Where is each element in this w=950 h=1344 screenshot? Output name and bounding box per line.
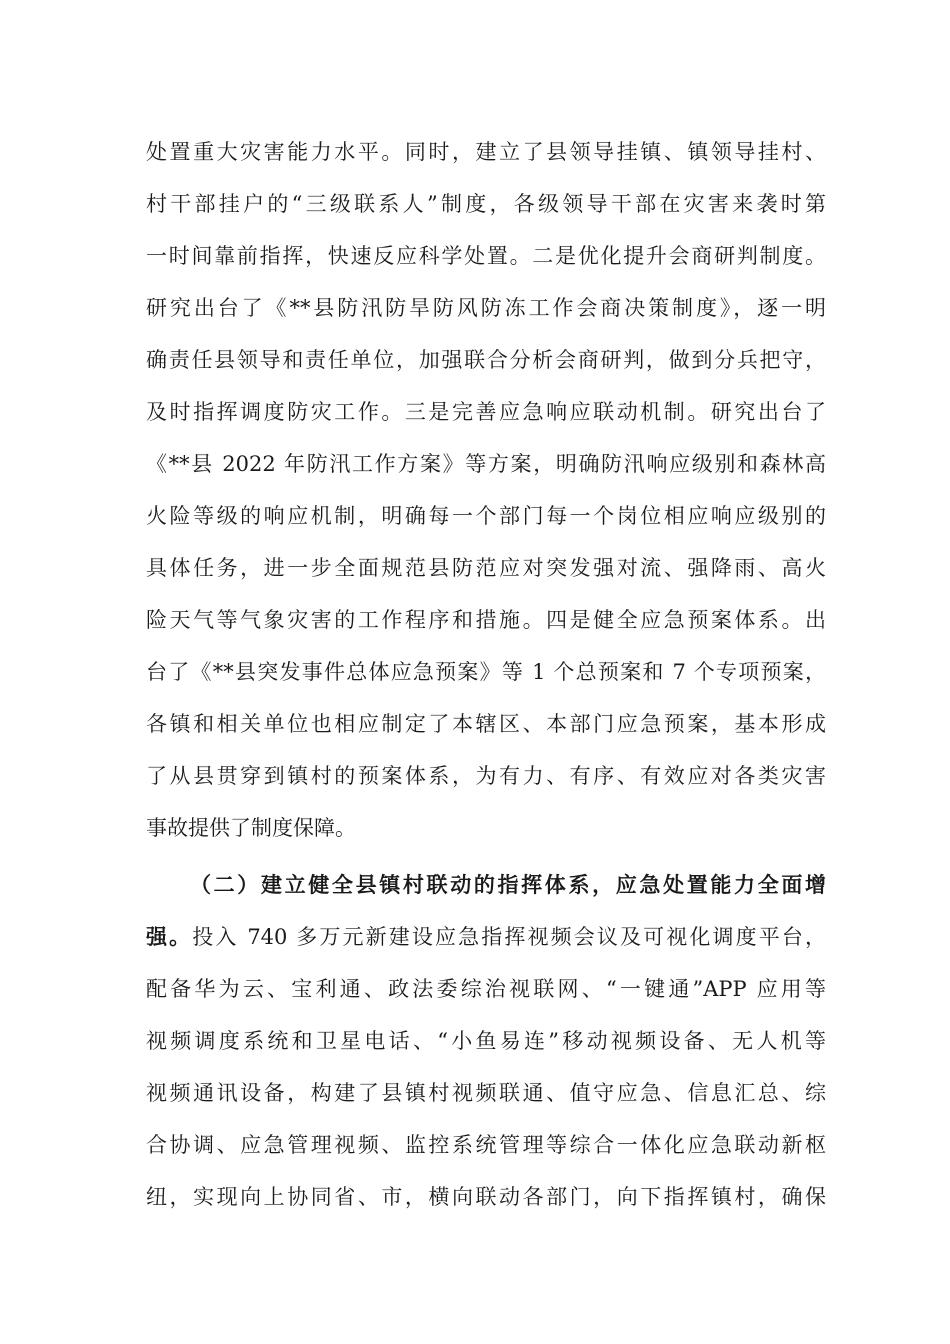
paragraph-1-line-7: 《**县 2022 年防汛工作方案》等方案，明确防汛响应级别和森林高 bbox=[146, 452, 826, 476]
paragraph-2-line-2: 配备华为云、宝利通、政法委综治视联网、“一键通”APP 应用等 bbox=[146, 977, 826, 1001]
paragraph-2-line-4: 视频通讯设备，构建了县镇村视频联通、值守应急、信息汇总、综 bbox=[146, 1081, 826, 1105]
paragraph-1-line-8: 火险等级的响应机制，明确每一个部门每一个岗位相应响应级别的 bbox=[146, 504, 826, 528]
paragraph-1-line-10: 险天气等气象灾害的工作程序和措施。四是健全应急预案体系。出 bbox=[146, 608, 826, 632]
paragraph-2-line-1 bbox=[146, 922, 826, 952]
paragraph-1-line-2: 村干部挂户的“三级联系人”制度，各级领导干部在灾害来袭时第 bbox=[146, 192, 826, 216]
section-heading-tail: 强。 bbox=[146, 924, 193, 949]
paragraph-2-line-6: 纽，实现向上协同省、市，横向联动各部门，向下指挥镇村，确保 bbox=[146, 1185, 826, 1209]
paragraph-1-line-3: 一时间靠前指挥，快速反应科学处置。二是优化提升会商研判制度。 bbox=[146, 244, 826, 268]
paragraph-1-line-13: 了从县贯穿到镇村的预案体系，为有力、有序、有效应对各类灾害 bbox=[146, 764, 826, 788]
paragraph-1-line-11: 台了《**县突发事件总体应急预案》等 1 个总预案和 7 个专项预案， bbox=[146, 660, 826, 684]
paragraph-1-line-1: 处置重大灾害能力水平。同时，建立了县领导挂镇、镇领导挂村、 bbox=[146, 140, 826, 164]
paragraph-1-line-12: 各镇和相关单位也相应制定了本辖区、本部门应急预案，基本形成 bbox=[146, 712, 826, 736]
paragraph-2-line-1-text: 投入 740 多万元新建设应急指挥视频会议及可视化调度平台， bbox=[192, 925, 827, 949]
paragraph-1-line-4: 研究出台了《**县防汛防旱防风防冻工作会商决策制度》，逐一明 bbox=[146, 296, 826, 320]
paragraph-1-line-5: 确责任县领导和责任单位，加强联合分析会商研判，做到分兵把守， bbox=[146, 348, 826, 372]
paragraph-2-line-3: 视频调度系统和卫星电话、“小鱼易连”移动视频设备、无人机等 bbox=[146, 1029, 826, 1053]
paragraph-1-line-6: 及时指挥调度防灾工作。三是完善应急响应联动机制。研究出台了 bbox=[146, 400, 826, 424]
paragraph-2-line-5: 合协调、应急管理视频、监控系统管理等综合一体化应急联动新枢 bbox=[146, 1133, 826, 1157]
paragraph-1-line-14: 事故提供了制度保障。 bbox=[146, 816, 356, 840]
paragraph-1-line-9: 具体任务，进一步全面规范县防范应对突发强对流、强降雨、高火 bbox=[146, 556, 826, 580]
section-heading: （二）建立健全县镇村联动的指挥体系，应急处置能力全面增 bbox=[190, 872, 826, 897]
